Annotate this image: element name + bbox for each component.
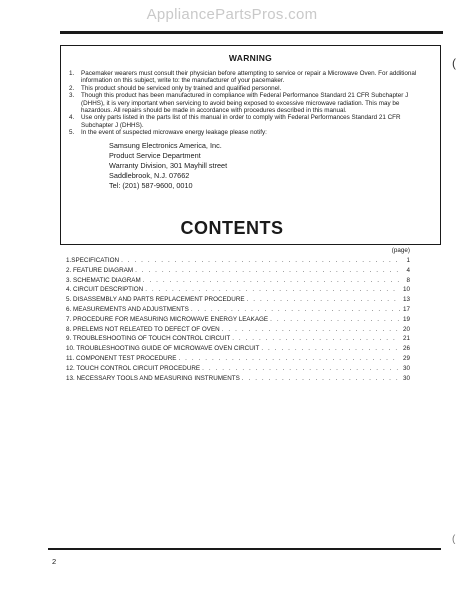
warning-title: WARNING (228, 53, 273, 63)
toc-entry (66, 295, 410, 305)
toc-entry-page: 17 (402, 305, 410, 313)
page-number: 2 (52, 557, 57, 566)
toc-entry-title: 10. TROUBLESHOOTING GUIDE OF MICROWAVE OVEN CIRCUIT (66, 345, 260, 353)
toc-entry-title: 8. PRELEMS NOT RELEATED TO DEFECT OF OVEN (66, 325, 220, 333)
toc-entry (66, 256, 410, 266)
toc-entry (66, 344, 410, 354)
contact-address (109, 141, 440, 191)
toc-leader-dots (222, 325, 400, 335)
toc-leader-dots (270, 315, 400, 325)
toc-leader-dots (247, 295, 400, 305)
toc-entry (66, 354, 410, 364)
warning-item-number: 2. (69, 84, 75, 92)
toc-entry-title: 13. NECESSARY TOOLS AND MEASURING INSTRUMENTS (66, 374, 240, 382)
toc-entry-title: 2. FEATURE DIAGRAM (66, 266, 134, 274)
warning-list (61, 70, 440, 137)
toc-leader-dots (191, 305, 400, 315)
warning-item-text: This product should be serviced only by trained and qualified personnel. (81, 84, 282, 92)
warning-item-number: 4. (69, 114, 75, 122)
toc-entry (66, 315, 410, 325)
contact-department: Product Service Department (109, 150, 201, 160)
toc-entry-title: 7. PROCEDURE FOR MEASURING MICROWAVE ENERGY LEAKAGE (66, 315, 269, 323)
toc-entry-page: 19 (402, 315, 410, 323)
warning-item-text: Though this product has been manufactured in compliance with Federal Performance Standard 21 CFR Subchapter J (DHHS), it is very important when servicing to avoid being exposed to excessive microwave radiation. This may be hazardous. All repairs should be made in accordance with procedures described in this manual. (81, 92, 409, 115)
toc-entry-page: 26 (402, 345, 410, 353)
toc-entry (66, 285, 410, 295)
warning-item (69, 70, 430, 85)
toc-leader-dots (232, 334, 400, 344)
warning-box (60, 45, 441, 245)
top-rule (60, 31, 443, 34)
toc-entry-title: 4. CIRCUIT DESCRIPTION (66, 286, 144, 294)
warning-item-number: 3. (69, 92, 75, 100)
toc-entry-title: 9. TROUBLESHOOTING OF TOUCH CONTROL CIRCUIT (66, 335, 231, 343)
toc-entry (66, 305, 410, 315)
warning-item (69, 129, 430, 136)
contact-city: Saddlebrook, N.J. 07662 (109, 170, 190, 180)
contents-title: CONTENTS (180, 218, 284, 238)
warning-item (69, 85, 430, 92)
toc-entry-page: 13 (402, 296, 410, 304)
toc-leader-dots (242, 374, 400, 384)
toc-entry-title: 11. COMPONENT TEST PROCEDURE (66, 354, 177, 362)
toc-entry (66, 325, 410, 335)
toc-entry-title: 5. DISASSEMBLY AND PARTS REPLACEMENT PROCEDURE (66, 296, 245, 304)
toc-entry-page: 1 (406, 257, 410, 264)
toc-leader-dots (202, 364, 400, 374)
margin-mark: ( (452, 534, 456, 545)
toc-entry-page: 29 (402, 354, 410, 362)
toc-entry-page: 30 (402, 364, 410, 372)
toc-leader-dots (143, 276, 400, 286)
toc-entry-page: 4 (406, 266, 410, 274)
warning-item (69, 92, 430, 114)
contact-phone: Tel: (201) 587-9600, 0010 (109, 180, 193, 190)
warning-item (69, 114, 430, 129)
toc-entry-title: 12. TOUCH CONTROL CIRCUIT PROCEDURE (66, 364, 201, 372)
toc-entry-page: 30 (402, 374, 410, 382)
toc-leader-dots (121, 256, 400, 266)
toc-leader-dots (178, 354, 400, 364)
toc-entry (66, 334, 410, 344)
page-column-label: (page) (391, 247, 410, 254)
margin-mark: ( (452, 56, 456, 70)
warning-item-number: 1. (69, 70, 75, 77)
toc-entry-title: 3. SCHEMATIC DIAGRAM (66, 276, 141, 284)
toc-entry (66, 374, 410, 384)
toc-leader-dots (135, 266, 400, 276)
toc-entry (66, 364, 410, 374)
watermark: AppliancePartsPros.com (146, 6, 318, 23)
warning-item-text: Pacemaker wearers must consult their physician before attempting to service or repair a Microwave Oven. For additional information on this subject, write to: the manufacturer of your pacemaker. (81, 70, 417, 85)
toc-entry-page: 8 (406, 276, 410, 284)
warning-item-text: In the event of suspected microwave energy leakage please notify: (81, 129, 267, 137)
toc-leader-dots (261, 344, 400, 354)
warning-item-number: 5. (69, 129, 75, 137)
bottom-rule (48, 548, 441, 550)
toc-entry-page: 10 (402, 286, 410, 294)
table-of-contents (66, 256, 410, 383)
warning-item-text: Use only parts listed in the parts list of this manual in order to comply with Federal Performances Standard 21 CFR Subchapter J (DHHS). (81, 114, 401, 129)
contact-company: Samsung Electronics America, Inc. (109, 140, 222, 150)
toc-entry-title: 6. MEASUREMENTS AND ADJUSTMENTS (66, 305, 189, 313)
toc-entry-page: 21 (402, 335, 410, 343)
toc-entry (66, 276, 410, 286)
toc-leader-dots (145, 285, 400, 295)
toc-entry (66, 266, 410, 276)
toc-entry-title: 1.SPECIFICATION (66, 257, 120, 264)
toc-entry-page: 20 (402, 325, 410, 333)
contact-division: Warranty Division, 301 Mayhill street (109, 160, 228, 170)
